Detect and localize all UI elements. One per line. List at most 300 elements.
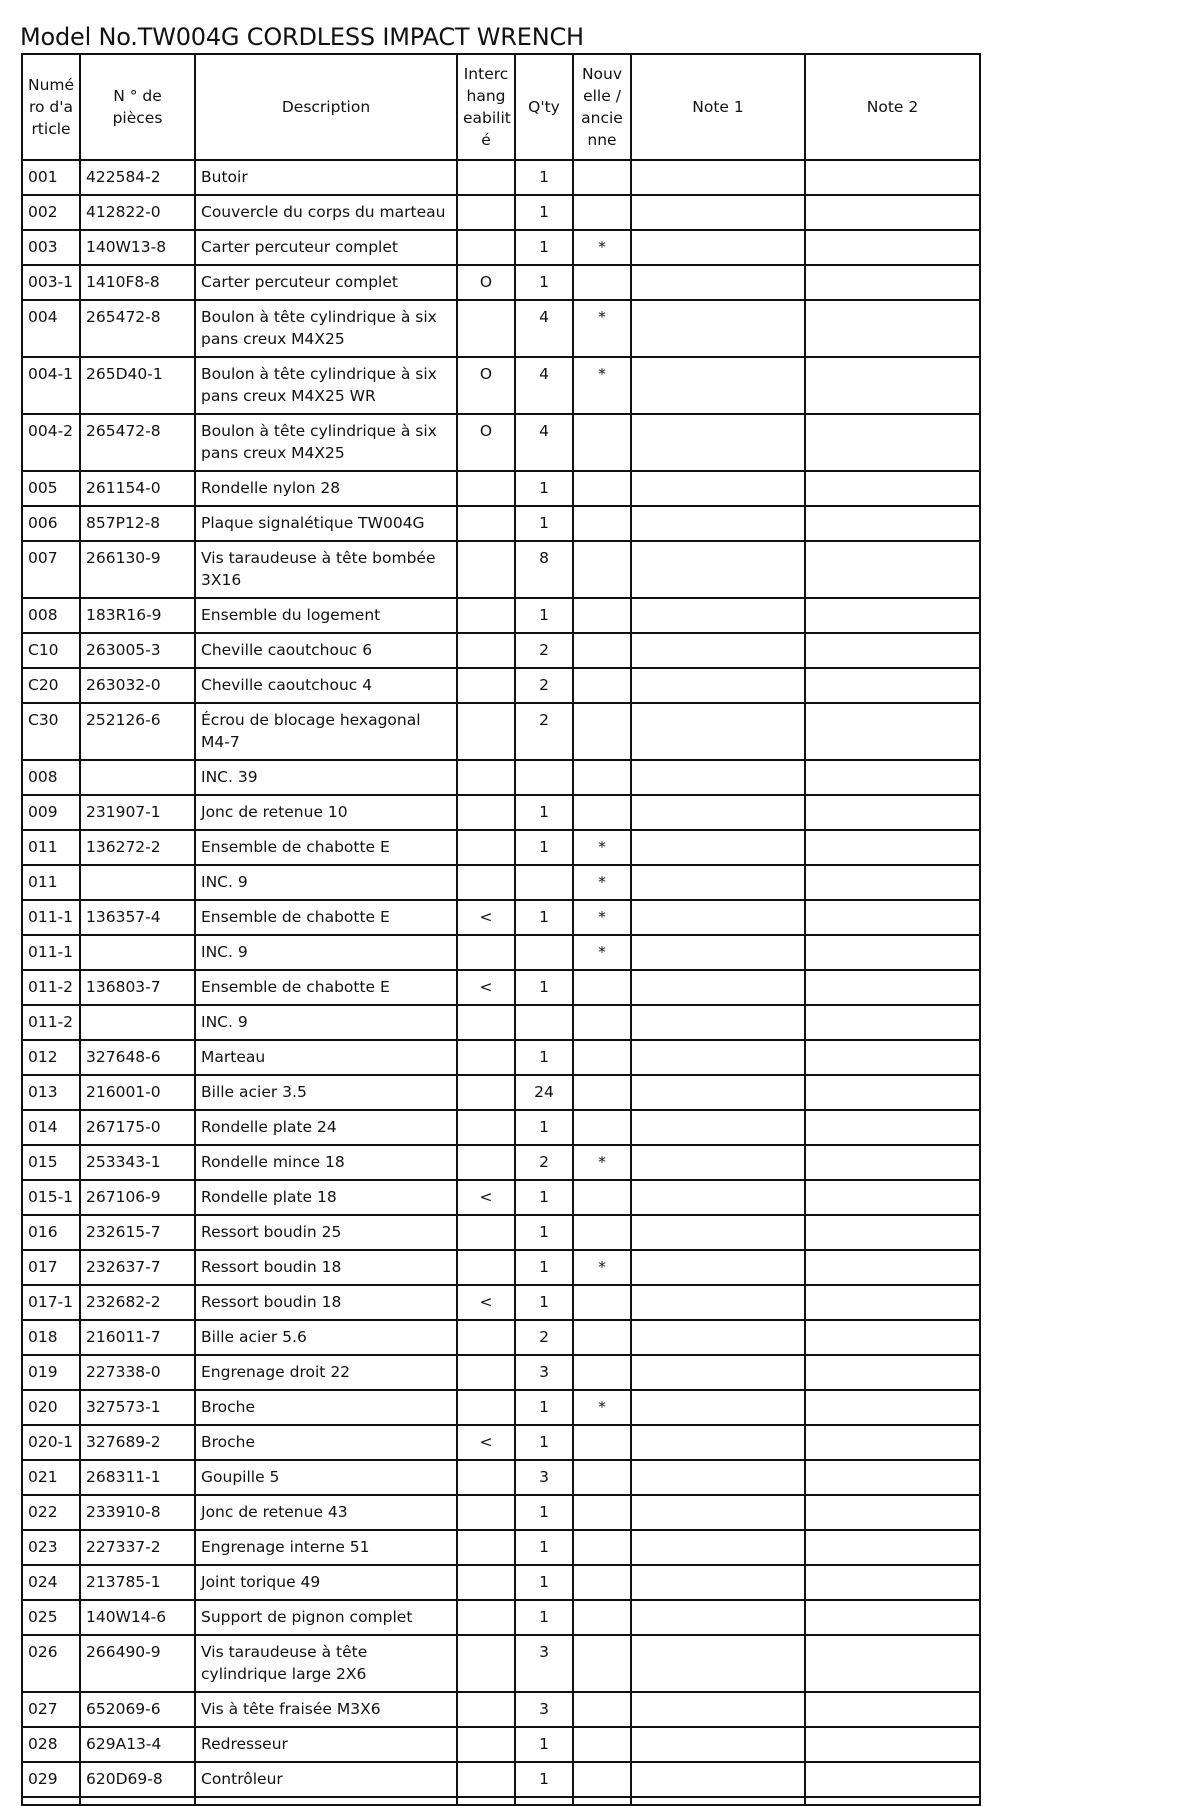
table-row [22, 1495, 980, 1530]
cell-description: Couvercle du corps du marteau [195, 195, 457, 230]
cell-new-old [573, 1355, 631, 1390]
cell-new-old [573, 160, 631, 195]
cell-part-no: 216011-7 [80, 1320, 195, 1355]
cell-description: Boulon à tête cylindrique à six pans creux M4X25 [195, 300, 457, 357]
cell-qty: 1 [515, 1215, 573, 1250]
cell-qty: 3 [515, 1692, 573, 1727]
cell-note2 [805, 1425, 980, 1460]
cell-part-no: 232682-2 [80, 1285, 195, 1320]
cell-qty: 1 [515, 265, 573, 300]
cell-interchangeability: < [457, 900, 515, 935]
cell-qty: 1 [515, 1180, 573, 1215]
cell-part-no: 232615-7 [80, 1215, 195, 1250]
cell-interchangeability [457, 1320, 515, 1355]
cell-note2 [805, 414, 980, 471]
cell-description: Ressort boudin 18 [195, 1250, 457, 1285]
cell-note2 [805, 1565, 980, 1600]
cell-note1 [631, 668, 805, 703]
cell-note1 [631, 703, 805, 760]
cell-note2 [805, 1530, 980, 1565]
cell-note2 [805, 230, 980, 265]
cell-item-no: 020 [22, 1390, 80, 1425]
cell-description: Rondelle plate 18 [195, 1180, 457, 1215]
cell-empty [515, 1797, 573, 1805]
cell-interchangeability [457, 1565, 515, 1600]
cell-item-no: 019 [22, 1355, 80, 1390]
cell-qty: 1 [515, 160, 573, 195]
table-row [22, 668, 980, 703]
cell-note1 [631, 1320, 805, 1355]
cell-description: Rondelle mince 18 [195, 1145, 457, 1180]
cell-description: Vis à tête fraisée M3X6 [195, 1692, 457, 1727]
cell-new-old: * [573, 357, 631, 414]
cell-description: INC. 9 [195, 1005, 457, 1040]
cell-item-no: 029 [22, 1762, 80, 1797]
cell-new-old [573, 1005, 631, 1040]
cell-item-no: 011 [22, 865, 80, 900]
cell-note1 [631, 357, 805, 414]
cell-new-old [573, 414, 631, 471]
table-row [22, 970, 980, 1005]
cell-part-no: 1410F8-8 [80, 265, 195, 300]
table-row [22, 1285, 980, 1320]
cell-new-old [573, 760, 631, 795]
cell-new-old [573, 1727, 631, 1762]
cell-new-old [573, 598, 631, 633]
cell-item-no: 026 [22, 1635, 80, 1692]
cell-note2 [805, 1635, 980, 1692]
cell-new-old [573, 1565, 631, 1600]
cell-qty: 8 [515, 541, 573, 598]
cell-new-old [573, 795, 631, 830]
table-row [22, 1460, 980, 1495]
cell-description: Ensemble de chabotte E [195, 970, 457, 1005]
cell-description: Carter percuteur complet [195, 265, 457, 300]
cell-part-no [80, 935, 195, 970]
cell-part-no: 263032-0 [80, 668, 195, 703]
cell-description: Ensemble du logement [195, 598, 457, 633]
cell-new-old [573, 668, 631, 703]
cell-note1 [631, 1600, 805, 1635]
table-row [22, 230, 980, 265]
cell-interchangeability: < [457, 1425, 515, 1460]
cell-item-no: 002 [22, 195, 80, 230]
cell-note1 [631, 1727, 805, 1762]
cell-note1 [631, 795, 805, 830]
col-header-note1: Note 1 [631, 54, 805, 160]
cell-qty [515, 865, 573, 900]
cell-new-old [573, 506, 631, 541]
cell-interchangeability [457, 1005, 515, 1040]
cell-note1 [631, 300, 805, 357]
cell-description: INC. 9 [195, 865, 457, 900]
table-row [22, 703, 980, 760]
cell-description: Jonc de retenue 10 [195, 795, 457, 830]
cell-qty: 1 [515, 1110, 573, 1145]
cell-item-no: 008 [22, 598, 80, 633]
cell-note2 [805, 1390, 980, 1425]
cell-new-old [573, 1495, 631, 1530]
cell-part-no: 412822-0 [80, 195, 195, 230]
cell-note2 [805, 668, 980, 703]
cell-note1 [631, 1355, 805, 1390]
cell-part-no: 233910-8 [80, 1495, 195, 1530]
cell-new-old [573, 1215, 631, 1250]
cell-note1 [631, 1145, 805, 1180]
cell-note2 [805, 703, 980, 760]
cell-part-no: 140W13-8 [80, 230, 195, 265]
table-row [22, 1727, 980, 1762]
cell-note2 [805, 357, 980, 414]
cell-item-no: 011 [22, 830, 80, 865]
cell-note2 [805, 1180, 980, 1215]
cell-qty: 1 [515, 970, 573, 1005]
table-header-row [22, 54, 980, 160]
cell-interchangeability [457, 1145, 515, 1180]
cell-item-no: 021 [22, 1460, 80, 1495]
cell-item-no: 017-1 [22, 1285, 80, 1320]
cell-qty: 1 [515, 830, 573, 865]
table-row [22, 506, 980, 541]
cell-description: Butoir [195, 160, 457, 195]
cell-description: Bille acier 3.5 [195, 1075, 457, 1110]
cell-note2 [805, 935, 980, 970]
cell-part-no: 227338-0 [80, 1355, 195, 1390]
cell-note1 [631, 506, 805, 541]
cell-qty: 1 [515, 1390, 573, 1425]
cell-description: Engrenage droit 22 [195, 1355, 457, 1390]
cell-interchangeability [457, 1727, 515, 1762]
cell-interchangeability [457, 1215, 515, 1250]
table-row [22, 1005, 980, 1040]
table-row [22, 265, 980, 300]
cell-interchangeability [457, 1040, 515, 1075]
cell-interchangeability [457, 160, 515, 195]
cell-note2 [805, 1727, 980, 1762]
cell-qty: 1 [515, 1250, 573, 1285]
cell-qty: 3 [515, 1460, 573, 1495]
cell-item-no: 014 [22, 1110, 80, 1145]
table-row [22, 160, 980, 195]
cell-description: Cheville caoutchouc 6 [195, 633, 457, 668]
table-row-continued [22, 1797, 980, 1805]
cell-new-old: * [573, 1145, 631, 1180]
cell-interchangeability [457, 1692, 515, 1727]
cell-note2 [805, 760, 980, 795]
cell-description: Cheville caoutchouc 4 [195, 668, 457, 703]
cell-part-no: 620D69-8 [80, 1762, 195, 1797]
cell-qty [515, 760, 573, 795]
cell-new-old [573, 703, 631, 760]
table-row [22, 795, 980, 830]
cell-note2 [805, 471, 980, 506]
cell-note2 [805, 506, 980, 541]
cell-qty: 1 [515, 471, 573, 506]
cell-interchangeability [457, 471, 515, 506]
cell-part-no [80, 1005, 195, 1040]
cell-note1 [631, 1285, 805, 1320]
cell-note1 [631, 1565, 805, 1600]
cell-new-old: * [573, 830, 631, 865]
cell-interchangeability: O [457, 414, 515, 471]
cell-note2 [805, 830, 980, 865]
cell-note2 [805, 1355, 980, 1390]
cell-new-old: * [573, 300, 631, 357]
cell-part-no: 216001-0 [80, 1075, 195, 1110]
cell-qty: 1 [515, 900, 573, 935]
cell-note1 [631, 230, 805, 265]
cell-new-old [573, 541, 631, 598]
cell-description: INC. 39 [195, 760, 457, 795]
table-row [22, 1215, 980, 1250]
cell-qty: 2 [515, 703, 573, 760]
cell-interchangeability [457, 760, 515, 795]
cell-part-no: 183R16-9 [80, 598, 195, 633]
cell-interchangeability [457, 598, 515, 633]
cell-item-no: 015-1 [22, 1180, 80, 1215]
cell-new-old: * [573, 935, 631, 970]
cell-item-no: 003 [22, 230, 80, 265]
cell-item-no: 012 [22, 1040, 80, 1075]
cell-qty: 2 [515, 633, 573, 668]
table-row [22, 1762, 980, 1797]
cell-new-old: * [573, 1250, 631, 1285]
cell-note2 [805, 300, 980, 357]
cell-part-no: 232637-7 [80, 1250, 195, 1285]
cell-item-no: 004-1 [22, 357, 80, 414]
cell-interchangeability [457, 1600, 515, 1635]
cell-qty: 1 [515, 195, 573, 230]
cell-description: Redresseur [195, 1727, 457, 1762]
cell-note1 [631, 1390, 805, 1425]
cell-part-no: 261154-0 [80, 471, 195, 506]
col-header-qty: Q'ty [515, 54, 573, 160]
cell-new-old [573, 471, 631, 506]
table-row [22, 830, 980, 865]
cell-note1 [631, 1460, 805, 1495]
cell-part-no: 213785-1 [80, 1565, 195, 1600]
cell-part-no: 231907-1 [80, 795, 195, 830]
table-row [22, 1355, 980, 1390]
cell-note2 [805, 1600, 980, 1635]
cell-item-no: 003-1 [22, 265, 80, 300]
cell-new-old [573, 1180, 631, 1215]
table-row [22, 865, 980, 900]
cell-interchangeability [457, 865, 515, 900]
cell-part-no: 252126-6 [80, 703, 195, 760]
cell-note1 [631, 160, 805, 195]
table-row [22, 1635, 980, 1692]
cell-item-no: 017 [22, 1250, 80, 1285]
cell-part-no: 265472-8 [80, 300, 195, 357]
cell-interchangeability [457, 541, 515, 598]
cell-description: INC. 9 [195, 935, 457, 970]
cell-interchangeability [457, 668, 515, 703]
table-row [22, 1565, 980, 1600]
cell-interchangeability [457, 1110, 515, 1145]
table-row [22, 1390, 980, 1425]
cell-description: Ressort boudin 18 [195, 1285, 457, 1320]
cell-qty: 2 [515, 1145, 573, 1180]
cell-part-no: 265472-8 [80, 414, 195, 471]
table-row [22, 760, 980, 795]
cell-interchangeability: < [457, 1285, 515, 1320]
cell-new-old [573, 1600, 631, 1635]
cell-note2 [805, 1320, 980, 1355]
cell-description: Goupille 5 [195, 1460, 457, 1495]
cell-part-no: 652069-6 [80, 1692, 195, 1727]
cell-note2 [805, 1145, 980, 1180]
cell-item-no: 005 [22, 471, 80, 506]
cell-part-no: 327573-1 [80, 1390, 195, 1425]
table-row [22, 195, 980, 230]
cell-qty: 1 [515, 230, 573, 265]
cell-qty: 1 [515, 1495, 573, 1530]
cell-description: Bille acier 5.6 [195, 1320, 457, 1355]
cell-note1 [631, 1425, 805, 1460]
cell-interchangeability: < [457, 1180, 515, 1215]
col-header-interchangeability: Interc hang eabilit é [457, 54, 515, 160]
cell-description: Broche [195, 1425, 457, 1460]
cell-note2 [805, 195, 980, 230]
cell-interchangeability [457, 703, 515, 760]
cell-item-no: 025 [22, 1600, 80, 1635]
cell-interchangeability [457, 795, 515, 830]
cell-new-old [573, 195, 631, 230]
col-header-part-no: N ° de pièces [80, 54, 195, 160]
cell-note2 [805, 1460, 980, 1495]
col-header-new-old: Nouv elle / ancie nne [573, 54, 631, 160]
cell-part-no: 857P12-8 [80, 506, 195, 541]
cell-note2 [805, 1250, 980, 1285]
cell-qty: 1 [515, 506, 573, 541]
cell-interchangeability [457, 230, 515, 265]
cell-new-old [573, 1320, 631, 1355]
cell-description: Joint torique 49 [195, 1565, 457, 1600]
cell-note1 [631, 598, 805, 633]
cell-interchangeability: < [457, 970, 515, 1005]
cell-description: Carter percuteur complet [195, 230, 457, 265]
table-row [22, 1600, 980, 1635]
cell-note1 [631, 1692, 805, 1727]
cell-item-no: 024 [22, 1565, 80, 1600]
cell-interchangeability [457, 1250, 515, 1285]
cell-interchangeability [457, 1355, 515, 1390]
cell-note1 [631, 970, 805, 1005]
cell-interchangeability [457, 195, 515, 230]
cell-description: Jonc de retenue 43 [195, 1495, 457, 1530]
cell-part-no: 227337-2 [80, 1530, 195, 1565]
cell-note2 [805, 1110, 980, 1145]
cell-interchangeability [457, 1075, 515, 1110]
table-row [22, 541, 980, 598]
cell-note2 [805, 265, 980, 300]
cell-part-no: 265D40-1 [80, 357, 195, 414]
cell-qty: 1 [515, 598, 573, 633]
cell-interchangeability [457, 935, 515, 970]
cell-interchangeability [457, 1460, 515, 1495]
cell-new-old [573, 1110, 631, 1145]
cell-empty [80, 1797, 195, 1805]
cell-note1 [631, 1040, 805, 1075]
cell-part-no: 136803-7 [80, 970, 195, 1005]
cell-description: Ensemble de chabotte E [195, 830, 457, 865]
cell-note2 [805, 1692, 980, 1727]
cell-new-old [573, 1692, 631, 1727]
cell-empty [457, 1797, 515, 1805]
table-row [22, 357, 980, 414]
cell-empty [805, 1797, 980, 1805]
cell-new-old [573, 1762, 631, 1797]
cell-note2 [805, 795, 980, 830]
cell-part-no [80, 760, 195, 795]
cell-qty: 1 [515, 1565, 573, 1600]
cell-qty: 2 [515, 668, 573, 703]
cell-note1 [631, 1180, 805, 1215]
table-row [22, 1145, 980, 1180]
cell-qty: 1 [515, 795, 573, 830]
cell-note2 [805, 1075, 980, 1110]
cell-item-no: 016 [22, 1215, 80, 1250]
cell-interchangeability [457, 1390, 515, 1425]
cell-item-no: 028 [22, 1727, 80, 1762]
cell-note1 [631, 633, 805, 668]
cell-item-no: 015 [22, 1145, 80, 1180]
cell-qty: 1 [515, 1425, 573, 1460]
cell-part-no: 136272-2 [80, 830, 195, 865]
cell-note2 [805, 541, 980, 598]
cell-new-old: * [573, 900, 631, 935]
cell-interchangeability [457, 1635, 515, 1692]
cell-description: Ressort boudin 25 [195, 1215, 457, 1250]
cell-note1 [631, 471, 805, 506]
table-row [22, 935, 980, 970]
cell-part-no: 327689-2 [80, 1425, 195, 1460]
table-row [22, 300, 980, 357]
cell-item-no: 022 [22, 1495, 80, 1530]
table-row [22, 1110, 980, 1145]
parts-table [21, 53, 981, 1806]
cell-item-no: 018 [22, 1320, 80, 1355]
cell-part-no: 263005-3 [80, 633, 195, 668]
cell-empty [573, 1797, 631, 1805]
cell-new-old [573, 1040, 631, 1075]
cell-qty: 4 [515, 414, 573, 471]
cell-description: Rondelle plate 24 [195, 1110, 457, 1145]
cell-item-no: 011-2 [22, 970, 80, 1005]
cell-qty: 1 [515, 1600, 573, 1635]
cell-interchangeability [457, 506, 515, 541]
cell-qty [515, 1005, 573, 1040]
cell-note1 [631, 1075, 805, 1110]
cell-part-no: 422584-2 [80, 160, 195, 195]
cell-part-no: 267106-9 [80, 1180, 195, 1215]
cell-qty: 4 [515, 300, 573, 357]
cell-description: Marteau [195, 1040, 457, 1075]
cell-interchangeability [457, 633, 515, 668]
cell-part-no: 267175-0 [80, 1110, 195, 1145]
cell-note2 [805, 1495, 980, 1530]
cell-item-no: 008 [22, 760, 80, 795]
cell-note1 [631, 414, 805, 471]
cell-note2 [805, 160, 980, 195]
cell-description: Boulon à tête cylindrique à six pans creux M4X25 [195, 414, 457, 471]
cell-description: Engrenage interne 51 [195, 1530, 457, 1565]
cell-note1 [631, 195, 805, 230]
cell-item-no: 023 [22, 1530, 80, 1565]
cell-note2 [805, 598, 980, 633]
table-row [22, 900, 980, 935]
